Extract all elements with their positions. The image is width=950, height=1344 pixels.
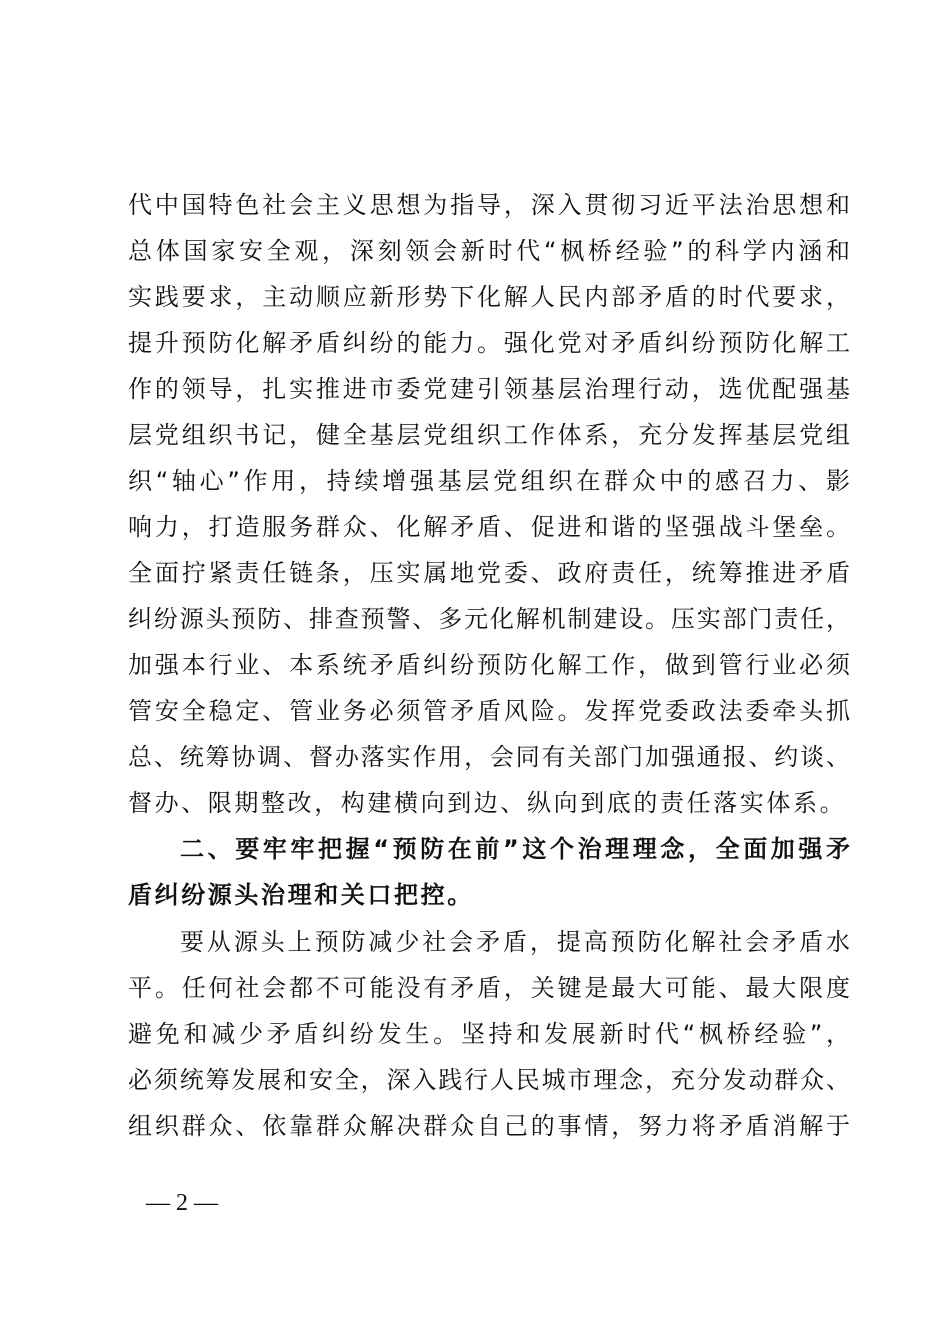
text-line: 督办、限期整改，构建横向到边、纵向到底的责任落实体系。 (128, 789, 847, 817)
text-line: 总、统筹协调、督办落实作用，会同有关部门加强通报、约谈、 (128, 743, 850, 771)
text-line: 代中国特色社会主义思想为指导，深入贯彻习近平法治思想和 (128, 191, 850, 219)
text-line: 组织群众、依靠群众解决群众自己的事情，努力将矛盾消解于 (128, 1112, 850, 1140)
text-line: 纠纷源头预防、排查预警、多元化解机制建设。压实部门责任， (128, 605, 850, 633)
text-line: 管安全稳定、管业务必须管矛盾风险。发挥党委政法委牵头抓 (128, 697, 850, 725)
page-number: — 2 — (146, 1190, 218, 1216)
text-line: 响力，打造服务群众、化解矛盾、促进和谐的坚强战斗堡垒。 (128, 513, 850, 541)
text-line: 织“轴心”作用，持续增强基层党组织在群众中的感召力、影 (128, 467, 850, 495)
text-line: 要从源头上预防减少社会矛盾，提高预防化解社会矛盾水 (180, 928, 850, 956)
text-line: 提升预防化解矛盾纠纷的能力。强化党对矛盾纠纷预防化解工 (128, 329, 850, 357)
heading-line: 盾纠纷源头治理和关口把控。 (128, 881, 474, 909)
text-line: 加强本行业、本系统矛盾纠纷预防化解工作，做到管行业必须 (128, 651, 850, 679)
text-line: 平。任何社会都不可能没有矛盾，关键是最大可能、最大限度 (128, 974, 850, 1002)
text-line: 避免和减少矛盾纠纷发生。坚持和发展新时代“枫桥经验”， (128, 1020, 850, 1048)
text-line: 全面拧紧责任链条，压实属地党委、政府责任，统筹推进矛盾 (128, 559, 850, 587)
heading-line: 二、要牢牢把握“预防在前”这个治理理念，全面加强矛 (180, 835, 850, 863)
text-line: 作的领导，扎实推进市委党建引领基层治理行动，选优配强基 (128, 375, 850, 403)
text-line: 实践要求，主动顺应新形势下化解人民内部矛盾的时代要求， (128, 283, 850, 311)
text-line: 必须统筹发展和安全，深入践行人民城市理念，充分发动群众、 (128, 1066, 850, 1094)
text-line: 总体国家安全观，深刻领会新时代“枫桥经验”的科学内涵和 (128, 237, 850, 265)
text-line: 层党组织书记，健全基层党组织工作体系，充分发挥基层党组 (128, 421, 850, 449)
